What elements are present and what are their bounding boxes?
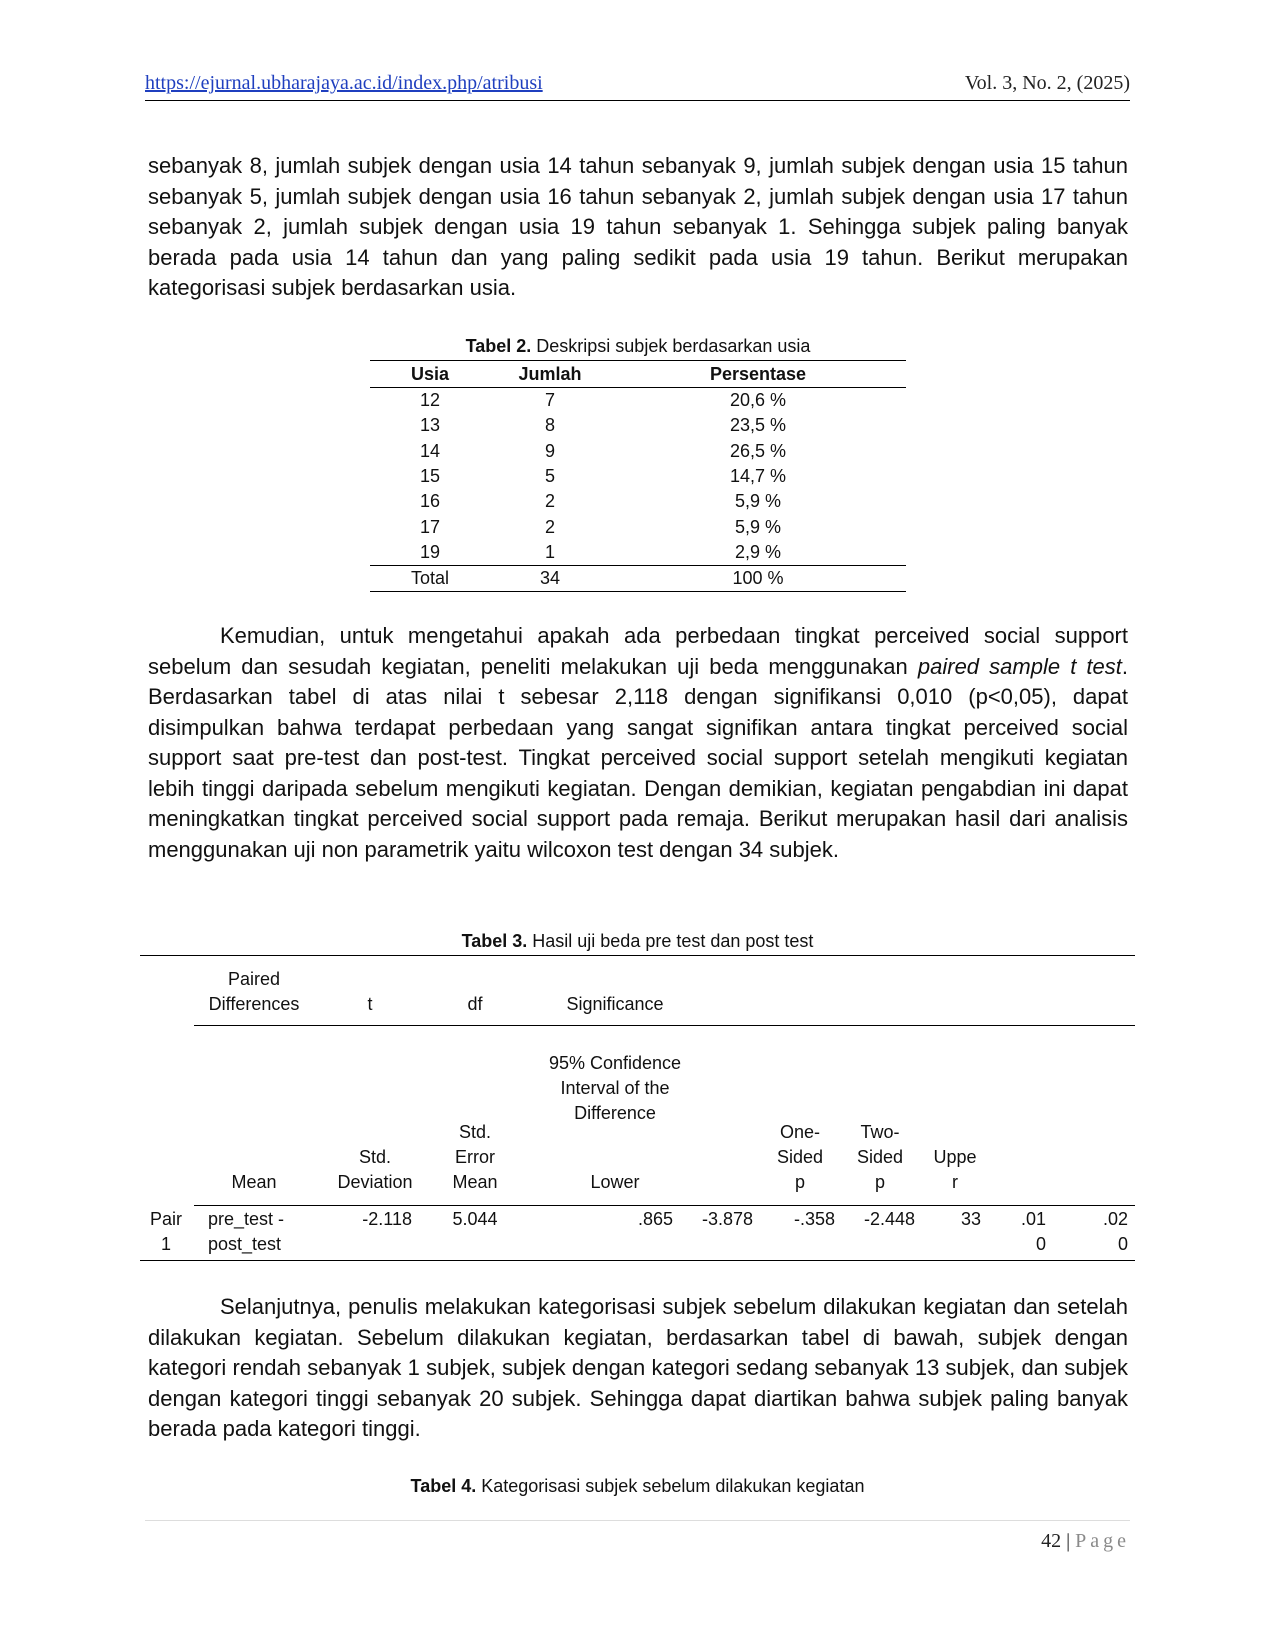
table-3-caption [140, 931, 1135, 952]
cell-persentase: 5,9 % [734, 516, 782, 537]
header-std-deviation-line2: Deviation [337, 1172, 413, 1192]
cell-persentase: 14,7 % [729, 466, 787, 487]
row-label-line1: Pair [149, 1209, 182, 1229]
table-row [370, 514, 906, 539]
value-std-error-mean: .865 [637, 1209, 673, 1229]
table-2-caption-label: Tabel 2. [465, 336, 532, 356]
header-upper-line2: r [952, 1172, 958, 1192]
table-3-caption-label: Tabel 3. [461, 931, 528, 951]
cell-persentase: 20,6 % [729, 390, 787, 411]
header-std-error-line1: Std. [458, 1122, 492, 1142]
header-jumlah: Jumlah [490, 361, 610, 388]
header-bottom-rule [194, 1205, 1135, 1206]
header-one-sided-line3: p [794, 1172, 805, 1192]
value-one-sided-line1: .01 [1020, 1209, 1046, 1229]
table-row [370, 464, 906, 489]
header-usia: Usia [370, 361, 490, 388]
cell-jumlah: 2 [544, 491, 555, 512]
page-number: 42 [1041, 1530, 1062, 1552]
cell-jumlah: 1 [544, 541, 555, 562]
cell-jumlah: 8 [544, 415, 555, 436]
header-one-sided-line1: One- [779, 1122, 821, 1142]
header-df: df [467, 994, 483, 1014]
page-word: Page [1075, 1530, 1130, 1552]
cell-persentase: 5,9 % [734, 491, 782, 512]
table-bottom-rule [140, 1260, 1135, 1261]
table-paired-test [140, 955, 1135, 1260]
table-total-row [370, 566, 906, 592]
value-upper: -.358 [793, 1209, 835, 1229]
cell-total-jumlah: 34 [490, 566, 610, 592]
table-row [370, 413, 906, 438]
cell-usia: 17 [419, 516, 441, 537]
header-ci-line1: 95% Confidence [548, 1053, 682, 1073]
row-label-line2: 1 [160, 1234, 171, 1254]
table-2-caption-text: Deskripsi subjek berdasarkan usia [531, 336, 811, 356]
body-paragraph-3 [148, 1292, 1128, 1445]
value-std-deviation: 5.044 [452, 1209, 498, 1229]
value-two-sided-line1: .02 [1102, 1209, 1128, 1229]
volume-label: Vol. 3, No. 2, (2025) [964, 72, 1130, 94]
header-one-sided-line2: Sided [776, 1147, 824, 1167]
header-mean: Mean [231, 1172, 277, 1192]
table-3-caption-text: Hasil uji beda pre test dan post test [527, 931, 814, 951]
journal-url-link[interactable]: https://ejurnal.ubharajaya.ac.id/index.php/atribusi [145, 72, 543, 94]
table-4-caption [140, 1476, 1135, 1497]
table-4-caption-text: Kategorisasi subjek sebelum dilakukan kegiatan [476, 1476, 865, 1496]
header-lower: Lower [590, 1172, 640, 1192]
cell-usia: 13 [419, 415, 441, 436]
header-t: t [367, 994, 373, 1014]
body-paragraph-2 [148, 621, 1128, 865]
value-mean: -2.118 [362, 1209, 412, 1229]
header-upper-line1: Uppe [933, 1147, 977, 1167]
table-age-description [370, 360, 906, 592]
value-df: 33 [960, 1209, 981, 1229]
header-mid-rule [194, 1025, 1135, 1026]
header-std-deviation-line1: Std. [358, 1147, 392, 1167]
header-paired-line1: Paired [227, 969, 281, 989]
cell-persentase: 26,5 % [729, 440, 787, 461]
value-t: -2.448 [863, 1209, 915, 1229]
cell-persentase: 23,5 % [729, 415, 787, 436]
table-2-caption [370, 336, 906, 357]
header-two-sided-line2: Sided [856, 1147, 904, 1167]
cell-total-label: Total [370, 566, 490, 592]
cell-total-persentase: 100 % [610, 566, 906, 592]
header-ci-line2: Interval of the [560, 1078, 670, 1098]
table-top-rule [140, 955, 1135, 956]
cell-persentase: 2,9 % [734, 541, 782, 562]
header-two-sided-line1: Two- [860, 1122, 900, 1142]
row-name-line1: pre_test - [208, 1209, 285, 1229]
cell-jumlah: 2 [544, 516, 555, 537]
table-4-caption-label: Tabel 4. [410, 1476, 477, 1496]
paragraph-2-part-b: . Berdasarkan tabel di atas nilai t sebesar 2,118 dengan signifikansi 0,010 (p<0,05), dapat disimpulkan bahwa terdapat perbedaan yang sangat signifikan antara tingkat perceived social support saat pre-test dan post-test. Tingkat perceived social support setelah mengikuti kegiatan lebih tinggi daripada sebelum mengikuti kegiatan. Dengan demikian, kegiatan pengabdian ini dapat meningkatkan tingkat perceived social support pada remaja. Berikut merupakan hasil dari analisis menggunakan uji non parametrik yaitu wilcoxon test dengan 34 subjek. [148, 653, 1129, 862]
table-header-row [370, 361, 906, 388]
cell-usia: 15 [419, 466, 441, 487]
page-separator: | [1061, 1530, 1076, 1552]
header-ci-line3: Difference [574, 1103, 656, 1123]
table-row [370, 388, 906, 414]
body-paragraph-1: sebanyak 8, jumlah subjek dengan usia 14 tahun sebanyak 9, jumlah subjek dengan usia 15 tahun sebanyak 5, jumlah subjek dengan usia 16 tahun sebanyak 2, jumlah subjek dengan usia 17 tahun sebanyak 2, jumlah subjek dengan usia 19 tahun sebanyak 1. Sehingga subjek paling banyak berada pada usia 14 tahun dan yang paling sedikit pada usia 19 tahun. Berikut merupakan kategorisasi subjek berdasarkan usia. [148, 153, 1128, 300]
header-std-error-line3: Mean [452, 1172, 498, 1192]
paragraph-2-italic-term: paired sample t test [917, 653, 1122, 679]
cell-jumlah: 5 [544, 466, 555, 487]
cell-jumlah: 7 [544, 390, 555, 411]
header-persentase: Persentase [610, 361, 906, 388]
value-two-sided-line2: 0 [1117, 1234, 1128, 1254]
paragraph-3-text: Selanjutnya, penulis melakukan kategorisasi subjek sebelum dilakukan kegiatan dan setelah dilakukan kegiatan. Sebelum dilakukan kegiatan, berdasarkan tabel di bawah, subjek dengan kategori rendah sebanyak 1 subjek, subjek dengan kategori sedang sebanyak 13 subjek, dan subjek dengan kategori tinggi sebanyak 20 subjek. Sehingga dapat diartikan bahwa subjek paling banyak berada pada kategori tinggi. [148, 1294, 1128, 1441]
header-paired-line2: Differences [208, 994, 300, 1014]
row-name-line2: post_test [208, 1234, 282, 1254]
cell-usia: 14 [419, 440, 441, 461]
header-significance: Significance [566, 994, 664, 1014]
header-two-sided-line3: p [874, 1172, 885, 1192]
paragraph-2-part-a: Kemudian, untuk mengetahui apakah ada perbedaan tingkat perceived social support sebelum dan sesudah kegiatan, peneliti melakukan uji beda menggunakan [148, 623, 1128, 679]
cell-usia: 19 [419, 541, 441, 562]
running-header [145, 72, 1130, 101]
cell-usia: 12 [419, 390, 441, 411]
table-row [370, 439, 906, 464]
cell-jumlah: 9 [544, 440, 555, 461]
value-one-sided-line2: 0 [1035, 1234, 1046, 1254]
footer-rule [145, 1520, 1130, 1521]
value-lower: -3.878 [701, 1209, 753, 1229]
page-footer [1041, 1530, 1130, 1553]
table-row [370, 489, 906, 514]
header-std-error-line2: Error [455, 1147, 495, 1167]
cell-usia: 16 [419, 491, 441, 512]
table-row [370, 540, 906, 566]
